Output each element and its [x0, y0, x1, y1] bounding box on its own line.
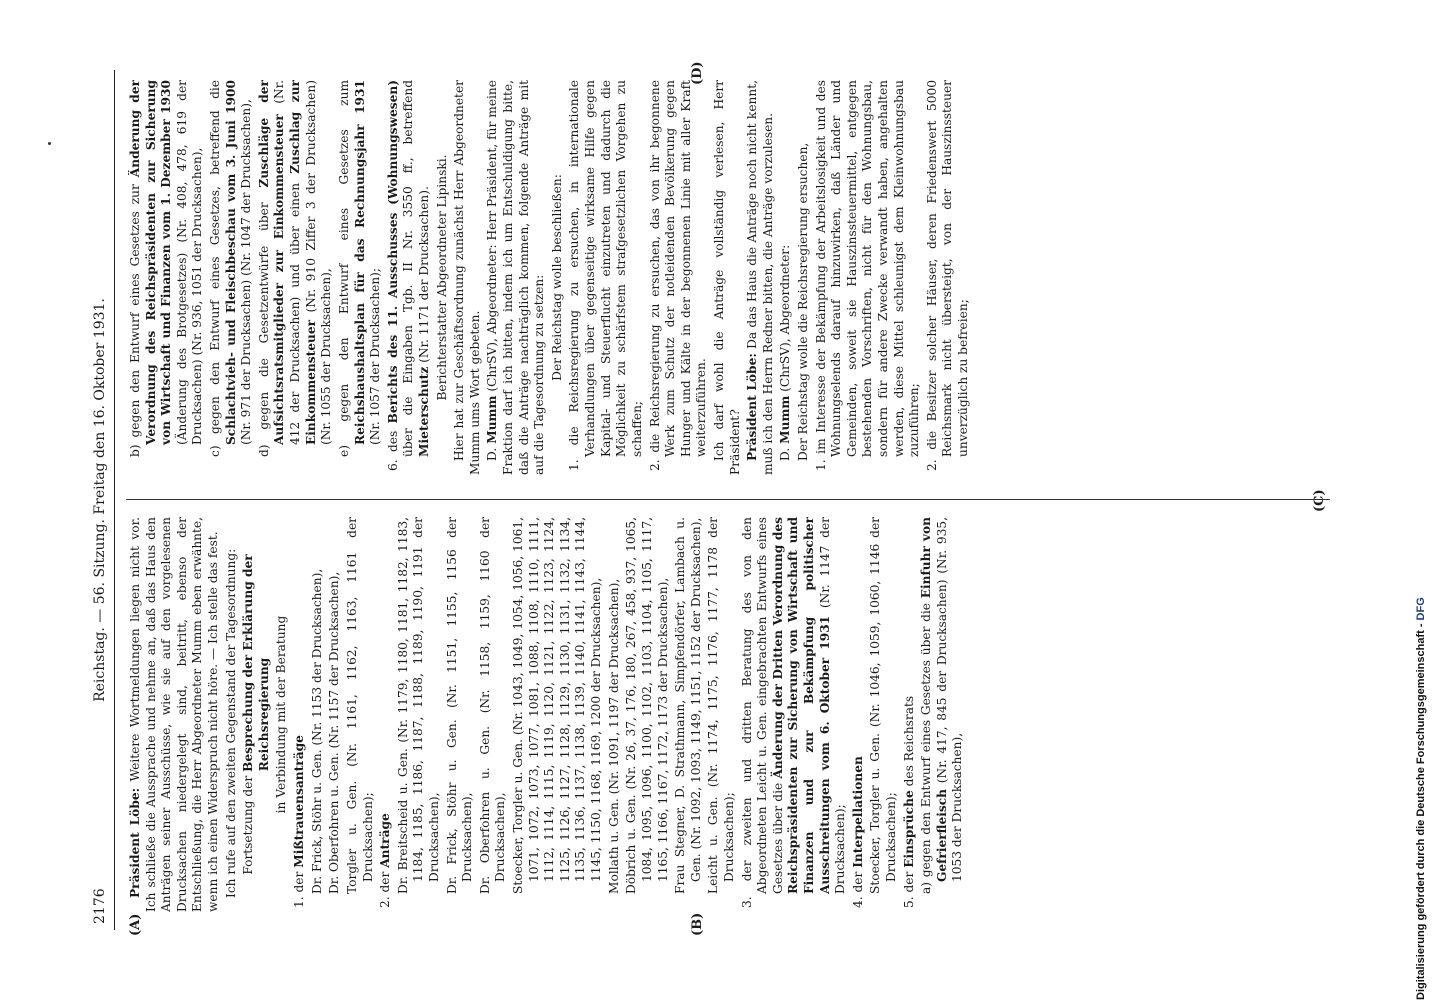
agenda-heading: 3. der zweiten und dritten Beratung des von den Abgeordneten Leicht u. Gen. eingebrachten Entwurfs eines Gesetzes über die Änderung der Dritten Verordnung des Reichspräsidenten zur Sicherung von Wirtschaft und Finanzen und zur Bekämpfung politischer Ausschreitungen vom 6. Oktober 1931 (Nr. 1147 der Drucksachen); — [739, 517, 848, 908]
list-item: 2. die Reichsregierung zu ersuchen, das von ihr begonnene Werk zum Schutz der notleidenden Bevölkerung gegen Hunger und Kälte in der begonnenen Linie mit aller Kraft weiterzuführen. — [647, 80, 709, 471]
list-item: 2. die Besitzer solcher Häuser, deren Friedenswert 5000 Reichsmark nicht übersteigt, von der Hauszinssteuer unverzüglich zu befreien; — [924, 80, 971, 471]
paragraph: Präsident Löbe: Da das Haus die Anträge noch nicht kennt, muß ich den Herrn Redner bitten, die Anträge vorzulesen. — [745, 80, 775, 475]
agenda-heading: 4. der Interpellationen — [850, 756, 865, 908]
list-item: e) gegen den Entwurf eines Gesetzes zum Reichshaushaltsplan für das Rechnungsjahr 1931 (Nr. 1057 der Drucksachen); — [336, 80, 383, 457]
list-item: Dr. Frick, Stöhr u. Gen. (Nr. 1151, 1155, 1156 der Drucksachen), — [444, 517, 475, 894]
paragraph: Ich rufe auf den zweiten Gegenstand der Tagesordnung: — [223, 548, 238, 898]
list-item: Torgler u. Gen. (Nr. 1161, 1162, 1163, 1161 der Drucksachen); — [344, 517, 375, 894]
list-item: d) gegen die Gesetzentwürfe über Zuschläge der Aufsichtsratsmitglieder zur Einkommensteuer (Nr. 412 der Drucksachen) und über einen Zuschlag zur Einkommensteuer (Nr. 910 Ziffer 3 der Drucksachen) (Nr. 1055 der Drucksachen), — [256, 80, 334, 457]
paragraph: in Verbindung mit der Beratung — [274, 615, 289, 814]
list-item: Dr. Frick, Stöhr u. Gen. (Nr. 1153 der Drucksachen), — [309, 568, 324, 894]
digitization-footer — [1415, 0, 1427, 1000]
list-item: Frau Stegner, D. Strathmann, Simpfendörfer, Lambach u. Gen. (Nr. 1092, 1093, 1149, 1151, 1152 der Drucksachen), — [673, 517, 703, 894]
agenda-heading: 6. des Berichts des 11. Ausschusses (Wohnungswesen) über die Eingaben Tgb. II Nr. 3550 ff., betreffend Mieterschutz (Nr. 1171 der Drucksachen). — [385, 80, 431, 471]
list-item: 1. die Reichsregierung zu ersuchen, in internationale Verhandlungen über gegenseitige wirksame Hilfe gegen Kapital- und Steuerflucht einzutreten und dadurch die Möglichkeit zu schärfstem strafgesetzlichen Vorgehen zu schaffen; — [567, 80, 644, 471]
footer-text: Digitalisierung gefördert durch die Deutsche Forschungsgemeinschaft - — [1415, 620, 1427, 1000]
list-item: Dr. Oberfohren u. Gen. (Nr. 1157 der Drucksachen), — [327, 571, 342, 894]
paragraph: Der Reichstag wolle die Reichsregierung ersuchen, — [795, 142, 810, 461]
list-item: Leicht u. Gen. (Nr. 1174, 1175, 1176, 1177, 1178 der Drucksachen); — [706, 517, 736, 894]
paragraph: Berichterstatter Abgeordneter Lipinski. — [434, 154, 449, 401]
paragraph: Der Reichstag wolle beschließen: — [549, 174, 564, 381]
paragraph: D. Mumm (ChrSV), Abgeordneter: — [778, 244, 793, 461]
page-header — [90, 70, 116, 930]
paragraph: D. Mumm (ChrSV), Abgeordneter: Herr Präsident, für meine Fraktion darf ich bitten, indem ich um Entschuldigung bitte, daß die Anträge nachträglich kommen, folgende Anträge mit auf die Tagesordnung zu setzen: — [485, 80, 547, 475]
paragraph: Präsident Löbe: Weitere Wortmeldungen liegen nicht vor. Ich schließe die Aussprache und nehme an, daß das Haus den Anträgen seiner Ausschüsse, wie sie auf den vorgelesenen Drucksachen niedergelegt sind, beitritt, ebenso der Entschließung, die Herr Abgeordneter Mumm eben erwähnte, wenn ich einen Widerspruch nicht höre. — Ich stelle das fest. — [128, 517, 221, 912]
margin-mark-a: (A) — [128, 913, 143, 936]
list-item: Mollath u. Gen. (Nr. 1091, 1197 der Drucksachen), — [606, 578, 621, 894]
margin-mark-d: (D) — [690, 61, 705, 85]
list-item: 1. im Interesse der Bekämpfung der Arbeitslosigkeit und des Wohnungselends darauf hinzuwirken, daß Länder und Gemeinden, soweit sie Hauszinssteuermittel, entgegen bestehenden Vorschriften, nicht für den Wohnungsbau, sondern für andere Zwecke verwandt haben, angehalten werden, diese Mittel schleunigst dem Kleinwohnungsbau zuzuführen; — [813, 80, 922, 471]
running-title: Reichstag. — 56. Sitzung. Freitag den 16. Oktober 1931. — [92, 298, 108, 702]
agenda-heading: 2. der Anträge — [378, 813, 393, 908]
paragraph: Hier hat zur Geschäftsordnung zunächst Herr Abgeordneter Mumm ums Wort gebeten. — [452, 80, 482, 475]
left-column — [128, 517, 1340, 912]
column-divider — [126, 499, 1330, 500]
agenda-title: Fortsetzung der Besprechung der Erklärung der Reichsregierung — [241, 554, 271, 875]
list-item: Döbrich u. Gen. (Nr. 26, 37, 176, 180, 267, 458, 937, 1065, 1084, 1095, 1096, 1100, 1102, 1103, 1104, 1105, 1117, 1165, 1166, 1167, 1172, 1173 der Drucksachen), — [624, 517, 670, 894]
list-item: c) gegen den Entwurf eines Gesetzes, betreffend die Schlachtvieh- und Fleischbeschau vom 3. Juni 1900 (Nr. 971 der Drucksachen) (Nr. 1047 der Drucksachen), — [208, 80, 254, 457]
margin-mark-b: (B) — [690, 912, 705, 936]
speck — [48, 142, 51, 145]
paragraph: Ich darf wohl die Anträge vollständig verlesen, Herr Präsident? — [711, 80, 742, 475]
page-number: 2176 — [92, 888, 108, 924]
agenda-heading: 5. der Einsprüche des Reichsrats — [901, 695, 916, 908]
list-item: Dr. Oberfohren u. Gen. (Nr. 1158, 1159, 1160 der Drucksachen), — [477, 517, 508, 894]
right-column — [128, 80, 1340, 475]
list-item: a) gegen den Entwurf eines Gesetzes über die Einfuhr von Gefrierfleisch (Nr. 417, 845 der Drucksachen) (Nr. 935, 1053 der Drucksachen), — [919, 517, 965, 894]
margin-mark-c: (C) — [1312, 489, 1327, 512]
list-item: b) gegen den Entwurf eines Gesetzes zur Änderung der Verordnung des Reichspräsidenten zur Sicherung von Wirtschaft und Finanzen vom 1. Dezember 1930 (Änderung des Brotgesetzes) (Nr. 408, 478, 619 der Drucksachen) (Nr. 936, 1051 der Drucksachen), — [128, 80, 205, 457]
list-item: Dr. Breitscheid u. Gen. (Nr. 1179, 1180, 1181, 1182, 1183, 1184, 1185, 1186, 1187, 1188, 1189, 1190, 1191 der Drucksachen), — [395, 517, 441, 894]
rotated-page — [90, 61, 1340, 936]
header-rule — [114, 70, 115, 930]
dfg-logo: DFG — [1415, 597, 1427, 621]
agenda-heading: 1. der Mißtrauensanträge — [292, 735, 307, 908]
list-item: Stoecker, Torgler u. Gen. (Nr. 1046, 1059, 1060, 1146 der Drucksachen); — [868, 517, 899, 894]
list-item: Stoecker, Torgler u. Gen. (Nr. 1043, 1049, 1054, 1056, 1061, 1071, 1072, 1073, 1077, 1081, 1088, 1108, 1110, 1111, 1112, 1114, 1115, 1119, 1120, 1121, 1122, 1123, 1124, 1125, 1126, 1127, 1128, 1129, 1130, 1131, 1132, 1134, 1135, 1136, 1137, 1138, 1139, 1140, 1141, 1143, 1144, 1145, 1150, 1168, 1169, 1200 der Drucksachen), — [511, 517, 604, 894]
